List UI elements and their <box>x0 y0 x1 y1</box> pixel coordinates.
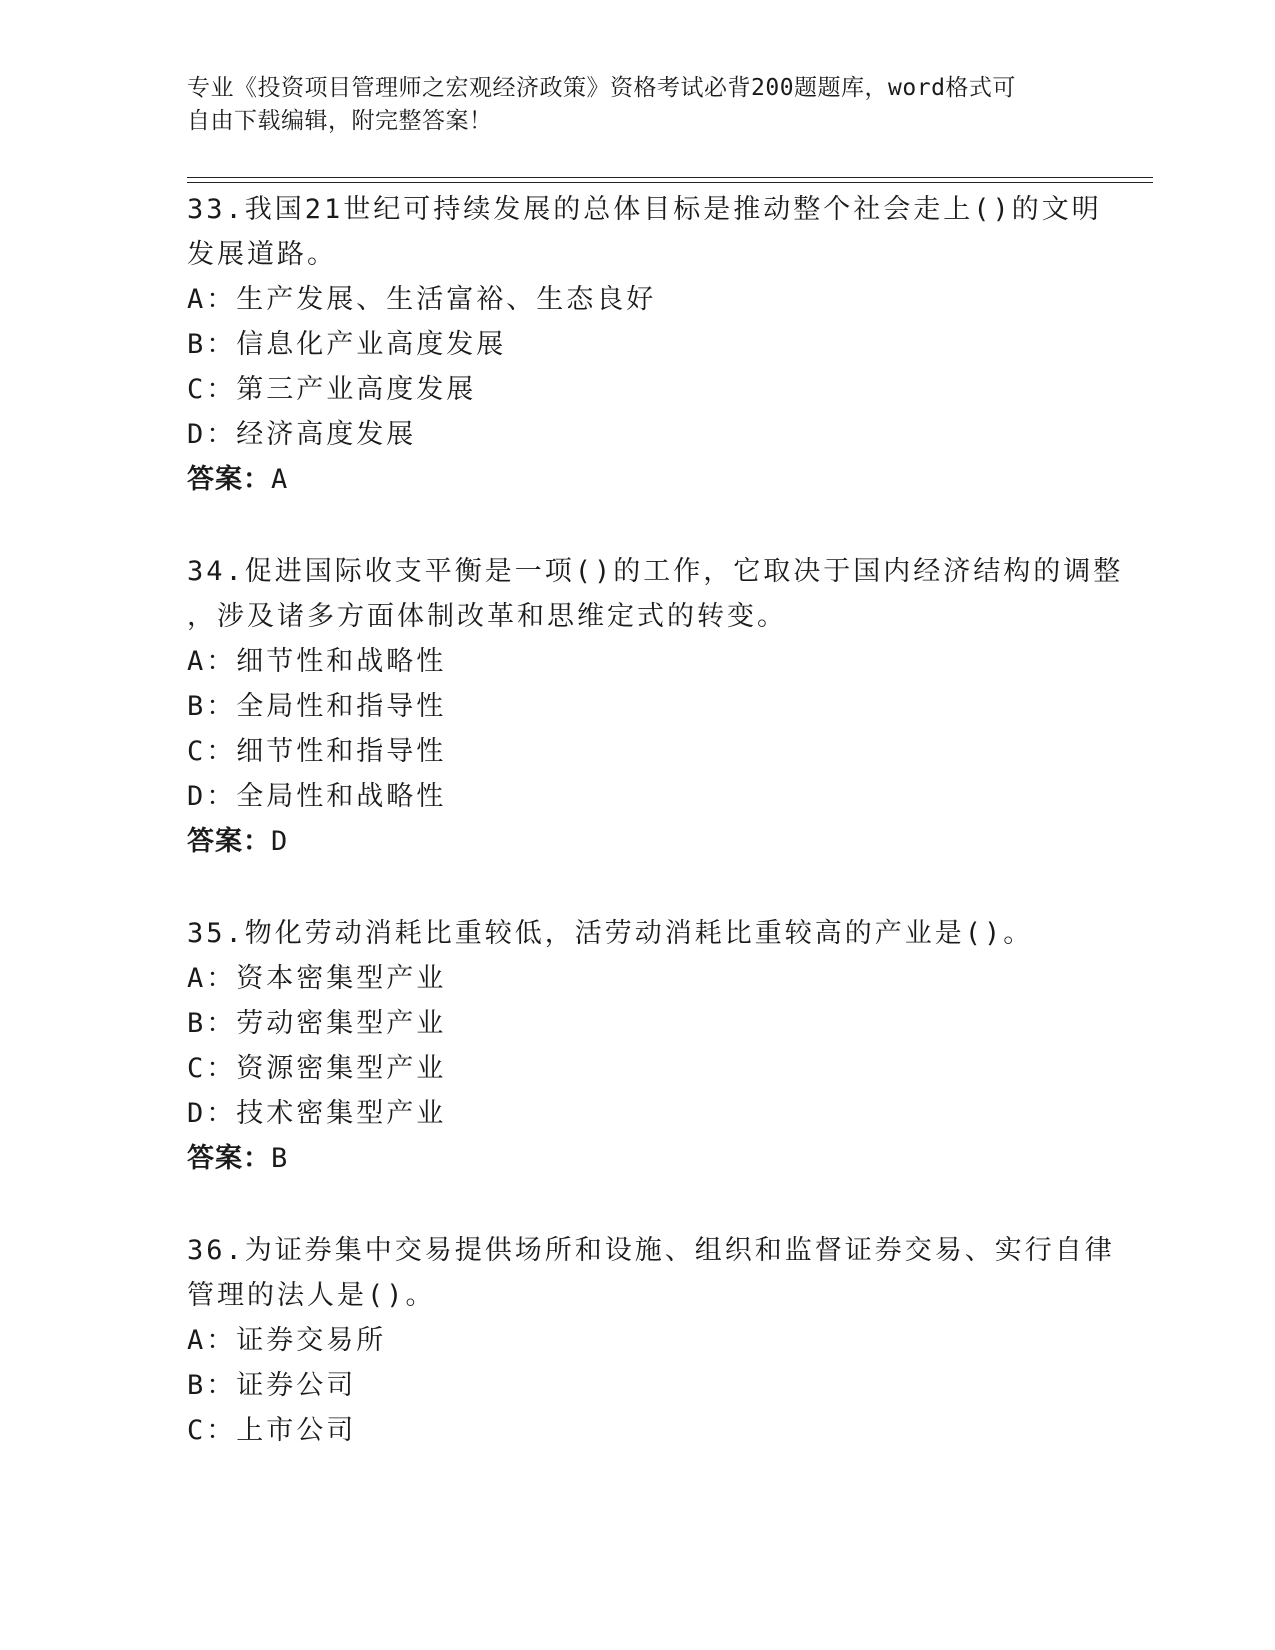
option-b: B：信息化产业高度发展 <box>187 329 507 360</box>
question-stem-line: 发展道路。 <box>187 239 337 270</box>
answer-label: 答案： <box>187 464 271 495</box>
header-divider-top <box>187 177 1153 178</box>
header-line-2: 自由下载编辑，附完整答案！ <box>187 108 493 134</box>
option-d: D：经济高度发展 <box>187 419 417 450</box>
option-c: C：细节性和指导性 <box>187 736 447 767</box>
answer-line <box>187 457 1087 502</box>
answer-line <box>187 819 1087 864</box>
option-a: A：资本密集型产业 <box>187 963 447 994</box>
document-header <box>187 72 1067 138</box>
question-stem-line: 管理的法人是()。 <box>187 1280 436 1311</box>
question-stem-line: 35.物化劳动消耗比重较低，活劳动消耗比重较高的产业是()。 <box>187 918 1034 949</box>
question-35 <box>187 911 1087 1181</box>
question-spacer <box>187 502 1087 549</box>
question-stem-line: 33.我国21世纪可持续发展的总体目标是推动整个社会走上()的文明 <box>187 194 1102 225</box>
question-list <box>187 187 1124 1453</box>
option-a: A：生产发展、生活富裕、生态良好 <box>187 284 657 315</box>
answer-value: D <box>271 826 289 857</box>
question-34 <box>187 549 1124 864</box>
header-divider-bottom <box>187 182 1153 183</box>
option-c: C：第三产业高度发展 <box>187 374 477 405</box>
option-a: A：证券交易所 <box>187 1325 387 1356</box>
option-d: D：技术密集型产业 <box>187 1098 447 1129</box>
question-stem-line: 36.为证券集中交易提供场所和设施、组织和监督证券交易、实行自律 <box>187 1235 1115 1266</box>
option-b: B：全局性和指导性 <box>187 691 447 722</box>
option-b: B：劳动密集型产业 <box>187 1008 447 1039</box>
option-a: A：细节性和战略性 <box>187 646 447 677</box>
question-spacer <box>187 864 1087 911</box>
answer-label: 答案： <box>187 826 271 857</box>
answer-line <box>187 1136 1087 1181</box>
option-b: B：证券公司 <box>187 1370 357 1401</box>
option-d: D：全局性和战略性 <box>187 781 447 812</box>
question-36 <box>187 1228 1115 1453</box>
question-33 <box>187 187 1102 502</box>
question-spacer <box>187 1181 1087 1228</box>
answer-label: 答案： <box>187 1143 271 1174</box>
header-line-1: 专业《投资项目管理师之宏观经济政策》资格考试必背200题题库，word格式可 <box>187 75 1016 101</box>
answer-value: B <box>271 1143 289 1174</box>
option-c: C：上市公司 <box>187 1415 357 1446</box>
option-c: C：资源密集型产业 <box>187 1053 447 1084</box>
question-stem-line: 34.促进国际收支平衡是一项()的工作，它取决于国内经济结构的调整 <box>187 556 1124 587</box>
answer-value: A <box>271 464 289 495</box>
question-stem-line: ，涉及诸多方面体制改革和思维定式的转变。 <box>187 601 787 632</box>
